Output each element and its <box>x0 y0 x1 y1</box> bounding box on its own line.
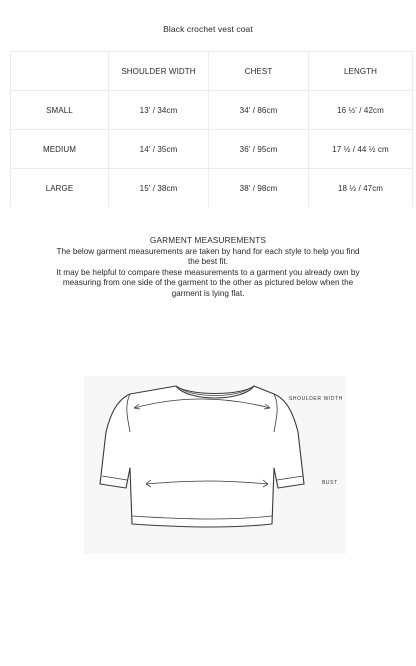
measurement-guide <box>40 236 376 300</box>
length-cell: 18 ½ / 47cm <box>309 169 413 208</box>
header-cell-length: LENGTH <box>309 52 413 91</box>
header-cell-chest: CHEST <box>209 52 309 91</box>
length-cell: 16 ½' / 42cm <box>309 91 413 130</box>
table-header-row <box>11 52 413 91</box>
table-row <box>11 169 413 208</box>
table-row <box>11 130 413 169</box>
chest-cell: 34' / 86cm <box>209 91 309 130</box>
size-chart-table <box>10 51 413 207</box>
table-row <box>11 91 413 130</box>
measurement-text-line: The below garment measurements are taken by hand for each style to help you find <box>56 246 360 256</box>
measurement-text-line: It may be helpful to compare these measurements to a garment you already own by <box>56 267 360 277</box>
shoulder-cell: 14' / 35cm <box>109 130 209 169</box>
length-cell: 17 ½ / 44 ½ cm <box>309 130 413 169</box>
size-cell: MEDIUM <box>11 130 109 169</box>
tshirt-outline-icon <box>84 376 346 554</box>
measurement-text-line: measuring from one side of the garment to the other as pictured below when the <box>62 278 354 288</box>
header-cell-shoulder-width: SHOULDER WIDTH <box>109 52 209 91</box>
bust-label: BUST <box>322 480 338 486</box>
chest-cell: 38' / 98cm <box>209 169 309 208</box>
size-cell: SMALL <box>11 91 109 130</box>
page-title: Black crochet vest coat <box>163 24 253 34</box>
measurement-heading: GARMENT MEASUREMENTS <box>149 236 267 245</box>
shoulder-cell: 13' / 34cm <box>109 91 209 130</box>
measurement-text-line: garment is lying flat. <box>171 288 245 298</box>
measurement-text-line: the best fit. <box>187 257 229 267</box>
size-cell: LARGE <box>11 169 109 208</box>
shoulder-width-label: SHOULDER WIDTH <box>289 396 343 402</box>
header-cell-size <box>11 52 109 91</box>
shoulder-cell: 15' / 38cm <box>109 169 209 208</box>
chest-cell: 36' / 95cm <box>209 130 309 169</box>
